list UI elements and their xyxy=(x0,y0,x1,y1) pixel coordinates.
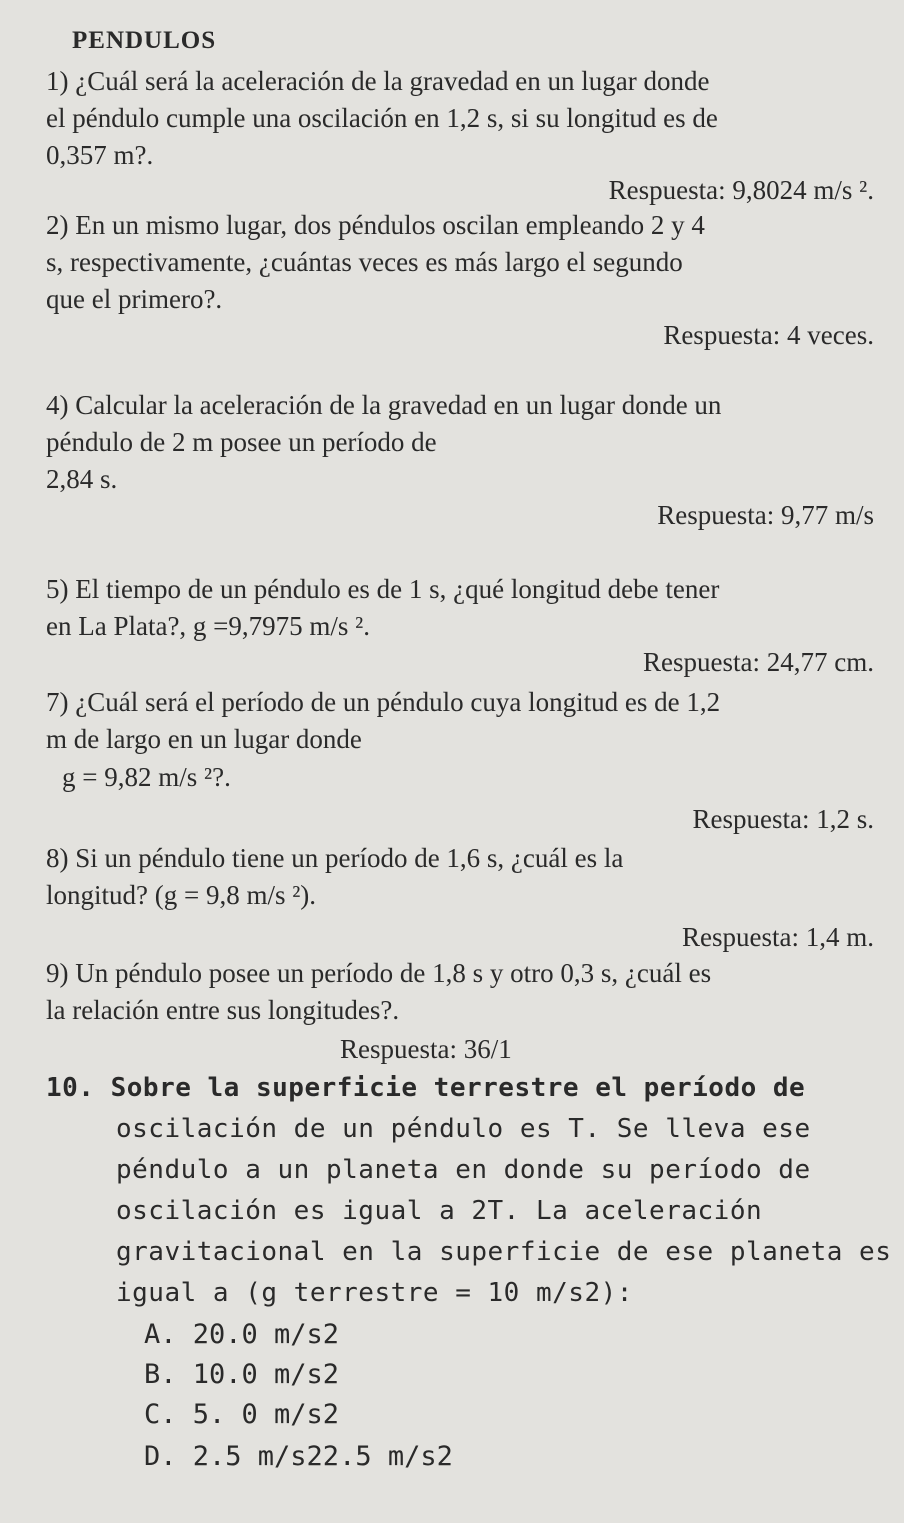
q9-line-1: 9) Un péndulo posee un período de 1,8 s y otro 0,3 s, ¿cuál es xyxy=(46,958,712,988)
page-title: PENDULOS xyxy=(72,27,217,54)
q9-line-2: la relación entre sus longitudes?. xyxy=(46,995,400,1025)
q5-line-2: en La Plata?, g =9,7975 m/s ². xyxy=(46,611,371,641)
q10-line-3: péndulo a un planeta en donde su período de xyxy=(116,1155,811,1185)
q10-line-4: oscilación es igual a 2T. La aceleración xyxy=(116,1196,763,1226)
q7-line-3: g = 9,82 m/s ²?. xyxy=(62,762,231,792)
q7-answer: Respuesta: 1,2 s. xyxy=(692,804,874,834)
q9-answer: Respuesta: 36/1 xyxy=(340,1034,512,1064)
q2-line-1: 2) En un mismo lugar, dos péndulos oscilan empleando 2 y 4 xyxy=(46,210,705,240)
q10-line-1: 10. Sobre la superficie terrestre el período de xyxy=(46,1073,806,1103)
q10-option-c: C. 5. 0 m/s2 xyxy=(144,1399,340,1430)
q4-answer: Respuesta: 9,77 m/s xyxy=(657,500,874,530)
q2-line-2: s, respectivamente, ¿cuántas veces es más largo el segundo xyxy=(46,247,683,277)
q7-line-2: m de largo en un lugar donde xyxy=(46,724,362,754)
q8-line-1: 8) Si un péndulo tiene un período de 1,6 s, ¿cuál es la xyxy=(46,843,624,873)
q10-option-d: D. 2.5 m/s22.5 m/s2 xyxy=(144,1441,453,1472)
q4-line-3: 2,84 s. xyxy=(46,464,118,494)
q10-option-a: A. 20.0 m/s2 xyxy=(144,1319,340,1350)
q7-line-1: 7) ¿Cuál será el período de un péndulo cuya longitud es de 1,2 xyxy=(46,687,721,717)
q1-line-3: 0,357 m?. xyxy=(46,140,154,170)
q1-answer: Respuesta: 9,8024 m/s ². xyxy=(608,175,874,205)
q2-line-3: que el primero?. xyxy=(46,284,223,314)
q1-line-2: el péndulo cumple una oscilación en 1,2 s, si su longitud es de xyxy=(46,103,718,133)
q5-answer: Respuesta: 24,77 cm. xyxy=(643,647,874,677)
q10-line-5: gravitacional en la superficie de ese planeta es xyxy=(116,1237,892,1267)
q5-line-1: 5) El tiempo de un péndulo es de 1 s, ¿qué longitud debe tener xyxy=(46,574,720,604)
q4-line-1: 4) Calcular la aceleración de la gravedad en un lugar donde un xyxy=(46,390,722,420)
q1-line-1: 1) ¿Cuál será la aceleración de la gravedad en un lugar donde xyxy=(46,66,710,96)
q10-line-6: igual a (g terrestre = 10 m/s2): xyxy=(116,1278,633,1308)
q10-option-b: B. 10.0 m/s2 xyxy=(144,1359,340,1390)
q10-line-2: oscilación de un péndulo es T. Se lleva ese xyxy=(116,1114,811,1144)
q8-line-2: longitud? (g = 9,8 m/s ²). xyxy=(46,880,317,910)
q4-line-2: péndulo de 2 m posee un período de xyxy=(46,427,437,457)
q2-answer: Respuesta: 4 veces. xyxy=(663,320,874,350)
q8-answer: Respuesta: 1,4 m. xyxy=(682,922,874,952)
